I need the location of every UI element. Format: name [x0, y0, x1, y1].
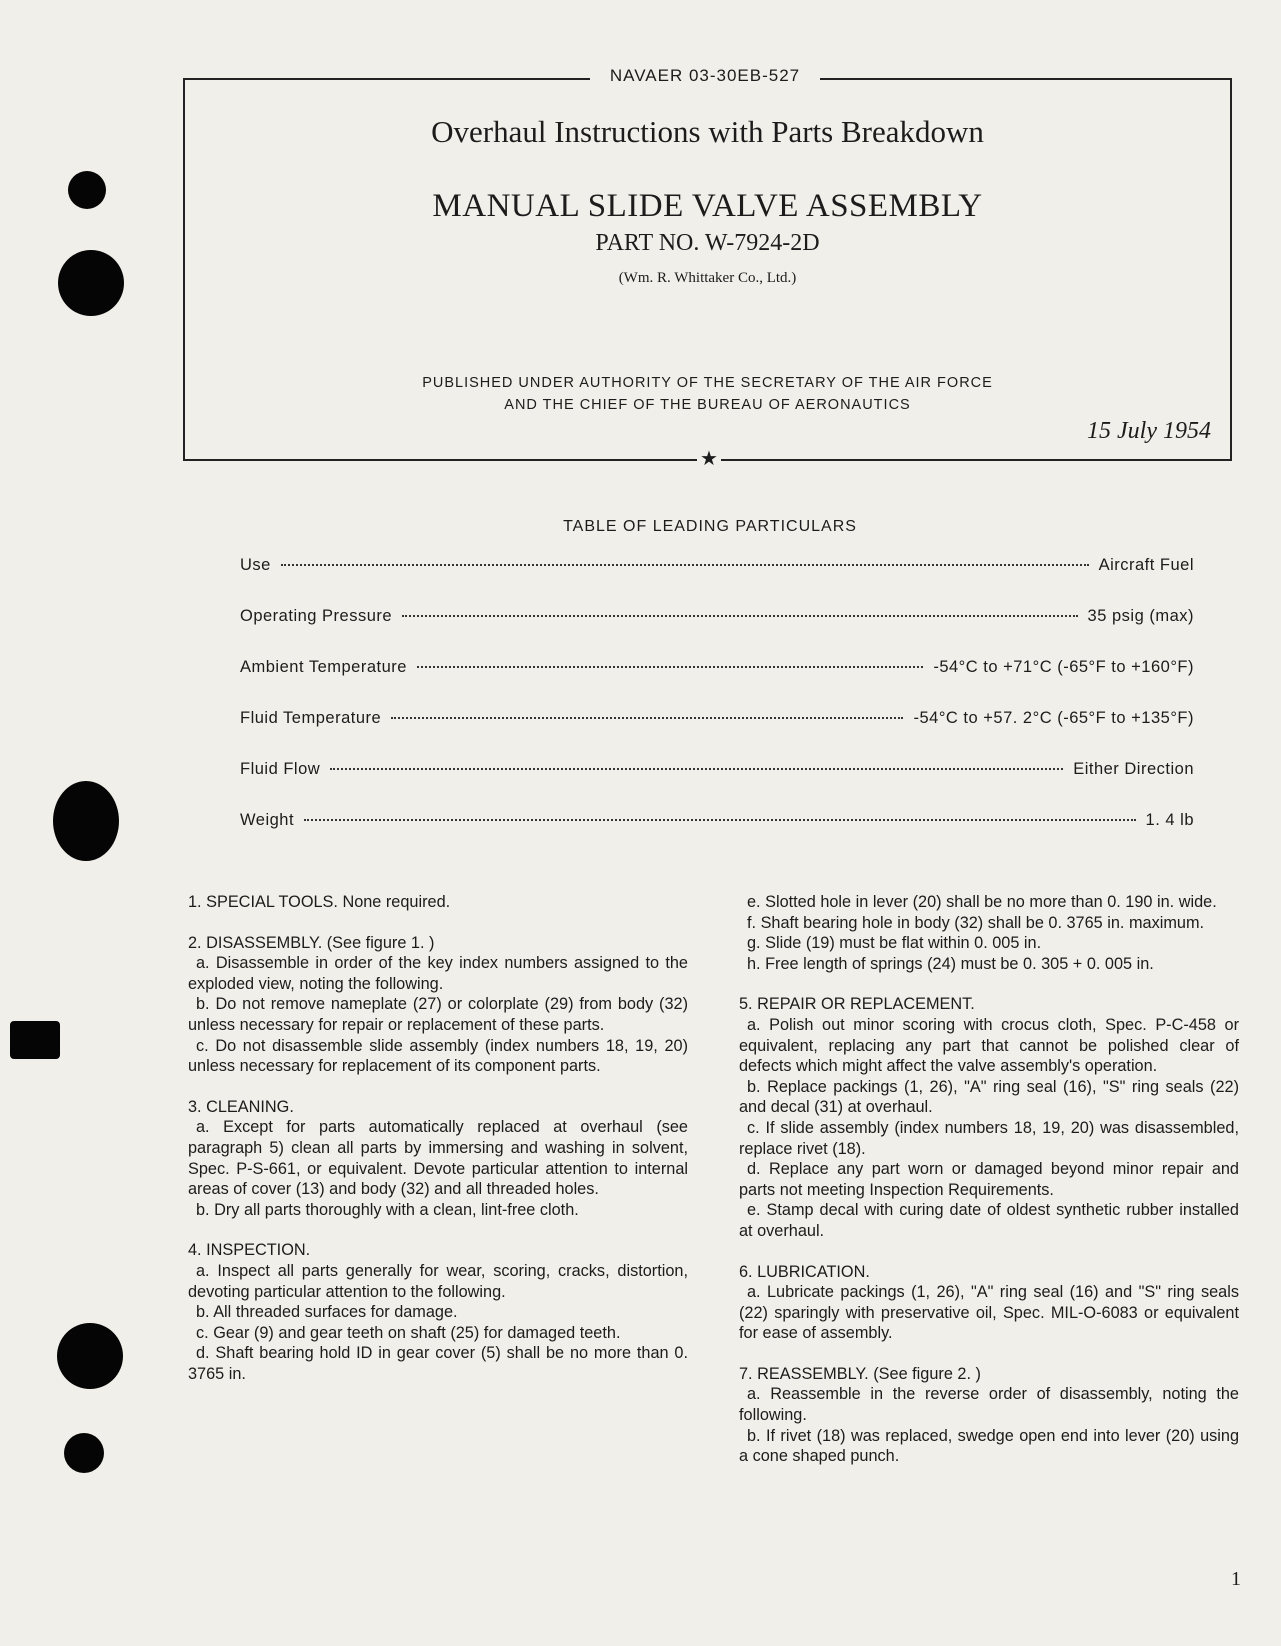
- dot-leader: [417, 666, 923, 668]
- paragraph: e. Stamp decal with curing date of oldest synthetic rubber installed at overhaul.: [739, 1201, 1239, 1240]
- binder-hole: [57, 1323, 123, 1389]
- paragraph: d. Shaft bearing hold ID in gear cover (5) shall be no more than 0. 3765 in.: [188, 1344, 688, 1383]
- particular-value: -54°C to +71°C (-65°F to +160°F): [933, 658, 1194, 676]
- paragraph: b. If rivet (18) was replaced, swedge open end into lever (20) using a cone shaped punch.: [739, 1426, 1239, 1466]
- particular-label: Fluid Temperature: [240, 709, 382, 727]
- particular-label: Use: [240, 556, 271, 574]
- particular-label: Fluid Flow: [240, 760, 321, 778]
- authority-line: AND THE CHIEF OF THE BUREAU OF AERONAUTICS: [504, 397, 911, 413]
- particulars-row: [240, 811, 1194, 862]
- section-heading: 1. SPECIAL TOOLS. None required.: [188, 893, 451, 911]
- paragraph: a. Inspect all parts generally for wear, scoring, cracks, distortion, devoting particular attention to the following.: [188, 1261, 688, 1301]
- particulars-title: TABLE OF LEADING PARTICULARS: [563, 518, 857, 535]
- section: [188, 892, 688, 913]
- document-number: NAVAER 03-30EB-527: [590, 66, 820, 86]
- section: [188, 1097, 688, 1221]
- particular-value: Either Direction: [1073, 760, 1194, 778]
- binder-hole: [68, 171, 106, 209]
- particulars-row: [240, 760, 1194, 811]
- section: [739, 892, 1239, 974]
- paragraph: e. Slotted hole in lever (20) shall be no more than 0. 190 in. wide.: [747, 893, 1217, 911]
- star-icon: ★: [697, 448, 721, 470]
- section-heading: 7. REASSEMBLY. (See figure 2. ): [739, 1364, 981, 1383]
- paragraph: d. Replace any part worn or damaged beyond minor repair and parts not meeting Inspection Requirements.: [739, 1160, 1239, 1199]
- paragraph: a. Polish out minor scoring with crocus cloth, Spec. P-C-458 or equivalent, replacing any part that cannot be polished clear of defects which might affect the valve assembly's operation.: [739, 1015, 1239, 1076]
- paragraph: f. Shaft bearing hole in body (32) shall be 0. 3765 in. maximum.: [747, 913, 1205, 932]
- binder-hole: [53, 781, 119, 861]
- document-title: Overhaul Instructions with Parts Breakdown: [431, 114, 984, 149]
- particulars-table: [240, 556, 1194, 862]
- particular-label: Operating Pressure: [240, 607, 393, 625]
- section-heading: 2. DISASSEMBLY. (See figure 1. ): [188, 933, 435, 952]
- particular-value: -54°C to +57. 2°C (-65°F to +135°F): [913, 709, 1194, 727]
- dot-leader: [281, 564, 1089, 566]
- paragraph: a. Disassemble in order of the key index numbers assigned to the exploded view, noting the following.: [188, 954, 688, 993]
- section: [739, 1262, 1239, 1344]
- paragraph: b. Dry all parts thoroughly with a clean, lint-free cloth.: [196, 1200, 579, 1219]
- section: [188, 1240, 688, 1384]
- particulars-row: [240, 607, 1194, 658]
- paragraph: a. Except for parts automatically replaced at overhaul (see paragraph 5) clean all parts by immersing and washing in solvent, Spec. P-S-661, or equivalent. Devote particular attention to internal areas of cover (13) and body (32) and all threaded holes.: [188, 1118, 688, 1199]
- section-heading: 6. LUBRICATION.: [739, 1262, 870, 1281]
- left-column: [188, 892, 688, 1404]
- manufacturer: (Wm. R. Whittaker Co., Ltd.): [618, 270, 797, 286]
- dot-leader: [402, 615, 1077, 617]
- particular-label: Ambient Temperature: [240, 658, 407, 676]
- part-number: PART NO. W-7924-2D: [595, 230, 820, 256]
- section: [188, 933, 688, 1077]
- paragraph: c. Gear (9) and gear teeth on shaft (25) for damaged teeth.: [196, 1323, 621, 1342]
- paragraph: h. Free length of springs (24) must be 0. 305 + 0. 005 in.: [747, 954, 1154, 973]
- paragraph: c. If slide assembly (index numbers 18, 19, 20) was disassembled, replace rivet (18).: [739, 1118, 1239, 1158]
- paragraph: b. Replace packings (1, 26), "A" ring seal (16), "S" ring seals (22) and decal (31) at overhaul.: [739, 1077, 1239, 1117]
- particular-value: Aircraft Fuel: [1098, 556, 1194, 574]
- particular-value: 1. 4 lb: [1145, 811, 1194, 829]
- particulars-row: [240, 658, 1194, 709]
- paragraph: a. Lubricate packings (1, 26), "A" ring seal (16) and "S" ring seals (22) sparingly with preservative oil, Spec. MIL-O-6083 or equivalent for ease of assembly.: [739, 1283, 1239, 1343]
- paragraph: b. All threaded surfaces for damage.: [196, 1303, 458, 1322]
- paragraph: g. Slide (19) must be flat within 0. 005 in.: [747, 934, 1042, 953]
- dot-leader: [330, 768, 1063, 770]
- publication-date: 15 July 1954: [1087, 418, 1211, 444]
- tear-mark: [10, 1021, 60, 1059]
- particular-value: 35 psig (max): [1087, 607, 1194, 625]
- paragraph: a. Reassemble in the reverse order of disassembly, noting the following.: [739, 1385, 1239, 1425]
- section-heading: 4. INSPECTION.: [188, 1241, 311, 1260]
- section-heading: 3. CLEANING.: [188, 1097, 294, 1116]
- section: [739, 1364, 1239, 1467]
- section: [739, 994, 1239, 1241]
- binder-hole: [58, 250, 124, 316]
- page-number: 1: [1231, 1568, 1241, 1590]
- section-heading: 5. REPAIR OR REPLACEMENT.: [739, 995, 975, 1014]
- dot-leader: [391, 717, 903, 719]
- right-column: [739, 892, 1239, 1487]
- particulars-row: [240, 709, 1194, 760]
- particular-label: Weight: [240, 811, 295, 829]
- paragraph: b. Do not remove nameplate (27) or colorplate (29) from body (32) unless necessary for repair or replacement of these parts.: [188, 995, 688, 1034]
- binder-hole: [64, 1433, 104, 1473]
- dot-leader: [304, 819, 1135, 821]
- particulars-row: [240, 556, 1194, 607]
- assembly-name: MANUAL SLIDE VALVE ASSEMBLY: [432, 188, 983, 224]
- authority-line: PUBLISHED UNDER AUTHORITY OF THE SECRETARY OF THE AIR FORCE: [422, 375, 993, 391]
- paragraph: c. Do not disassemble slide assembly (index numbers 18, 19, 20) unless necessary for replacement of its component parts.: [188, 1036, 688, 1076]
